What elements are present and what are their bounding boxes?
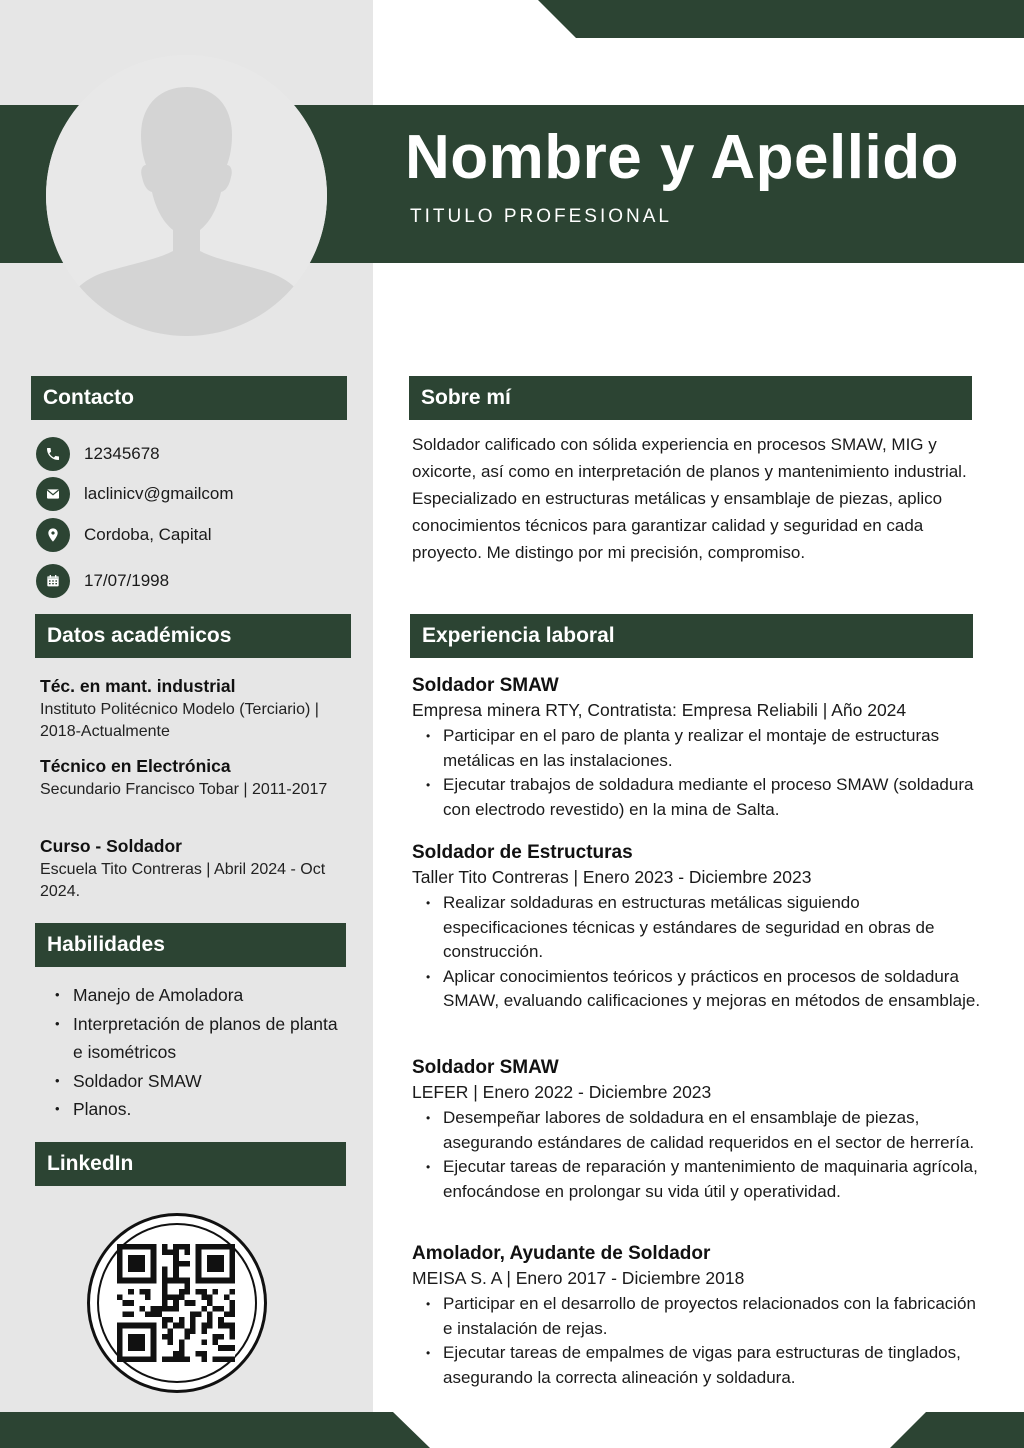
bottom-right-decorative-stripe xyxy=(890,1412,1024,1448)
profile-photo xyxy=(46,55,327,336)
job-title: Soldador SMAW xyxy=(412,1057,559,1078)
education-title: Curso - Soldador xyxy=(40,836,182,856)
contact-email xyxy=(36,477,234,511)
job-title: Amolador, Ayudante de Soldador xyxy=(412,1243,711,1264)
skill-item: • Manejo de Amoladora xyxy=(52,981,352,1010)
location-pin-icon xyxy=(36,518,70,552)
job-bullet: • Ejecutar trabajos de soldadura mediante el proceso SMAW (soldadura con electrodo revestido) en la mina de Salta. xyxy=(412,773,984,822)
job-entry xyxy=(412,1056,984,1204)
job-bullet: • Participar en el paro de planta y realizar el montaje de estructuras metálicas en las instalaciones. xyxy=(412,724,984,773)
job-company: LEFER | Enero 2022 - Diciembre 2023 xyxy=(412,1082,712,1102)
job-entry xyxy=(412,841,984,1014)
job-company: Taller Tito Contreras | Enero 2023 - Diciembre 2023 xyxy=(412,867,812,887)
education-item xyxy=(40,835,358,903)
job-entry xyxy=(412,1242,984,1390)
job-title: Soldador SMAW xyxy=(412,675,559,696)
skill-item: • Soldador SMAW xyxy=(52,1067,352,1096)
job-bullet: • Participar en el desarrollo de proyectos relacionados con la fabricación e instalación de rejas. xyxy=(412,1292,984,1341)
calendar-icon xyxy=(36,564,70,598)
top-decorative-stripe xyxy=(538,0,1024,38)
education-title: Téc. en mant. industrial xyxy=(40,676,236,696)
contact-phone xyxy=(36,437,160,471)
job-company: Empresa minera RTY, Contratista: Empresa Reliabili | Año 2024 xyxy=(412,700,907,720)
education-detail: Secundario Francisco Tobar | 2011-2017 xyxy=(40,781,328,798)
job-bullet: • Aplicar conocimientos teóricos y prácticos en procesos de soldadura SMAW, evaluando calificaciones y mejoras en métodos de ensamblaje. xyxy=(412,965,984,1014)
job-title: Soldador de Estructuras xyxy=(412,842,633,863)
bottom-left-decorative-stripe xyxy=(0,1412,430,1448)
job-bullet: • Ejecutar tareas de empalmes de vigas para estructuras de tinglados, asegurando la correcta alineación y soldadura. xyxy=(412,1341,984,1390)
education-item xyxy=(40,755,358,801)
location-text: Cordoba, Capital xyxy=(84,525,212,544)
skills-heading: Habilidades xyxy=(35,923,346,967)
job-bullets xyxy=(412,724,984,822)
about-text: Soldador calificado con sólida experiencia en procesos SMAW, MIG y oxicorte, así como en interpretación de planos y mantenimiento industrial. Especializado en estructuras metálicas y ensamblaje de piezas, aplico conocimientos técnicos para garantizar calidad y seguridad en cada proyecto. Me distingo por mi precisión, compromiso. xyxy=(412,435,967,562)
skill-item: • Interpretación de planos de planta e isométricos xyxy=(52,1010,352,1067)
profile-placeholder-icon xyxy=(46,55,327,336)
professional-title: TITULO PROFESIONAL xyxy=(410,206,672,227)
skills-list xyxy=(52,981,352,1124)
education-title: Técnico en Electrónica xyxy=(40,756,231,776)
education-detail: Escuela Tito Contreras | Abril 2024 - Oct 2024. xyxy=(40,861,326,900)
email-icon xyxy=(36,477,70,511)
education-heading: Datos académicos xyxy=(35,614,351,658)
job-bullet: • Ejecutar tareas de reparación y mantenimiento de maquinaria agrícola, enfocándose en prolongar su vida útil y operatividad. xyxy=(412,1155,984,1204)
job-bullet: • Realizar soldaduras en estructuras metálicas siguiendo especificaciones técnicas y estándares de seguridad en obras de construcción. xyxy=(412,891,984,965)
job-bullets xyxy=(412,1292,984,1390)
contact-birthdate xyxy=(36,564,169,598)
qr-code-icon[interactable] xyxy=(117,1244,235,1362)
job-bullets xyxy=(412,1106,984,1204)
full-name: Nombre y Apellido xyxy=(405,123,959,192)
email-address[interactable]: laclinicv@gmailcom xyxy=(84,484,234,503)
contact-heading: Contacto xyxy=(31,376,347,420)
about-heading: Sobre mí xyxy=(409,376,972,420)
skill-item: • Planos. xyxy=(52,1095,352,1124)
phone-icon xyxy=(36,437,70,471)
phone-number[interactable]: 12345678 xyxy=(84,444,160,463)
job-bullets xyxy=(412,891,984,1014)
education-item xyxy=(40,675,358,743)
job-company: MEISA S. A | Enero 2017 - Diciembre 2018 xyxy=(412,1268,745,1288)
education-detail: Instituto Politécnico Modelo (Terciario) | 2018-Actualmente xyxy=(40,701,319,740)
contact-location xyxy=(36,518,212,552)
birthdate-text: 17/07/1998 xyxy=(84,571,170,590)
linkedin-heading: LinkedIn xyxy=(35,1142,346,1186)
experience-heading: Experiencia laboral xyxy=(410,614,973,658)
job-bullet: • Desempeñar labores de soldadura en el ensamblaje de piezas, asegurando estándares de calidad requeridos en el sector de herrería. xyxy=(412,1106,984,1155)
job-entry xyxy=(412,674,984,822)
